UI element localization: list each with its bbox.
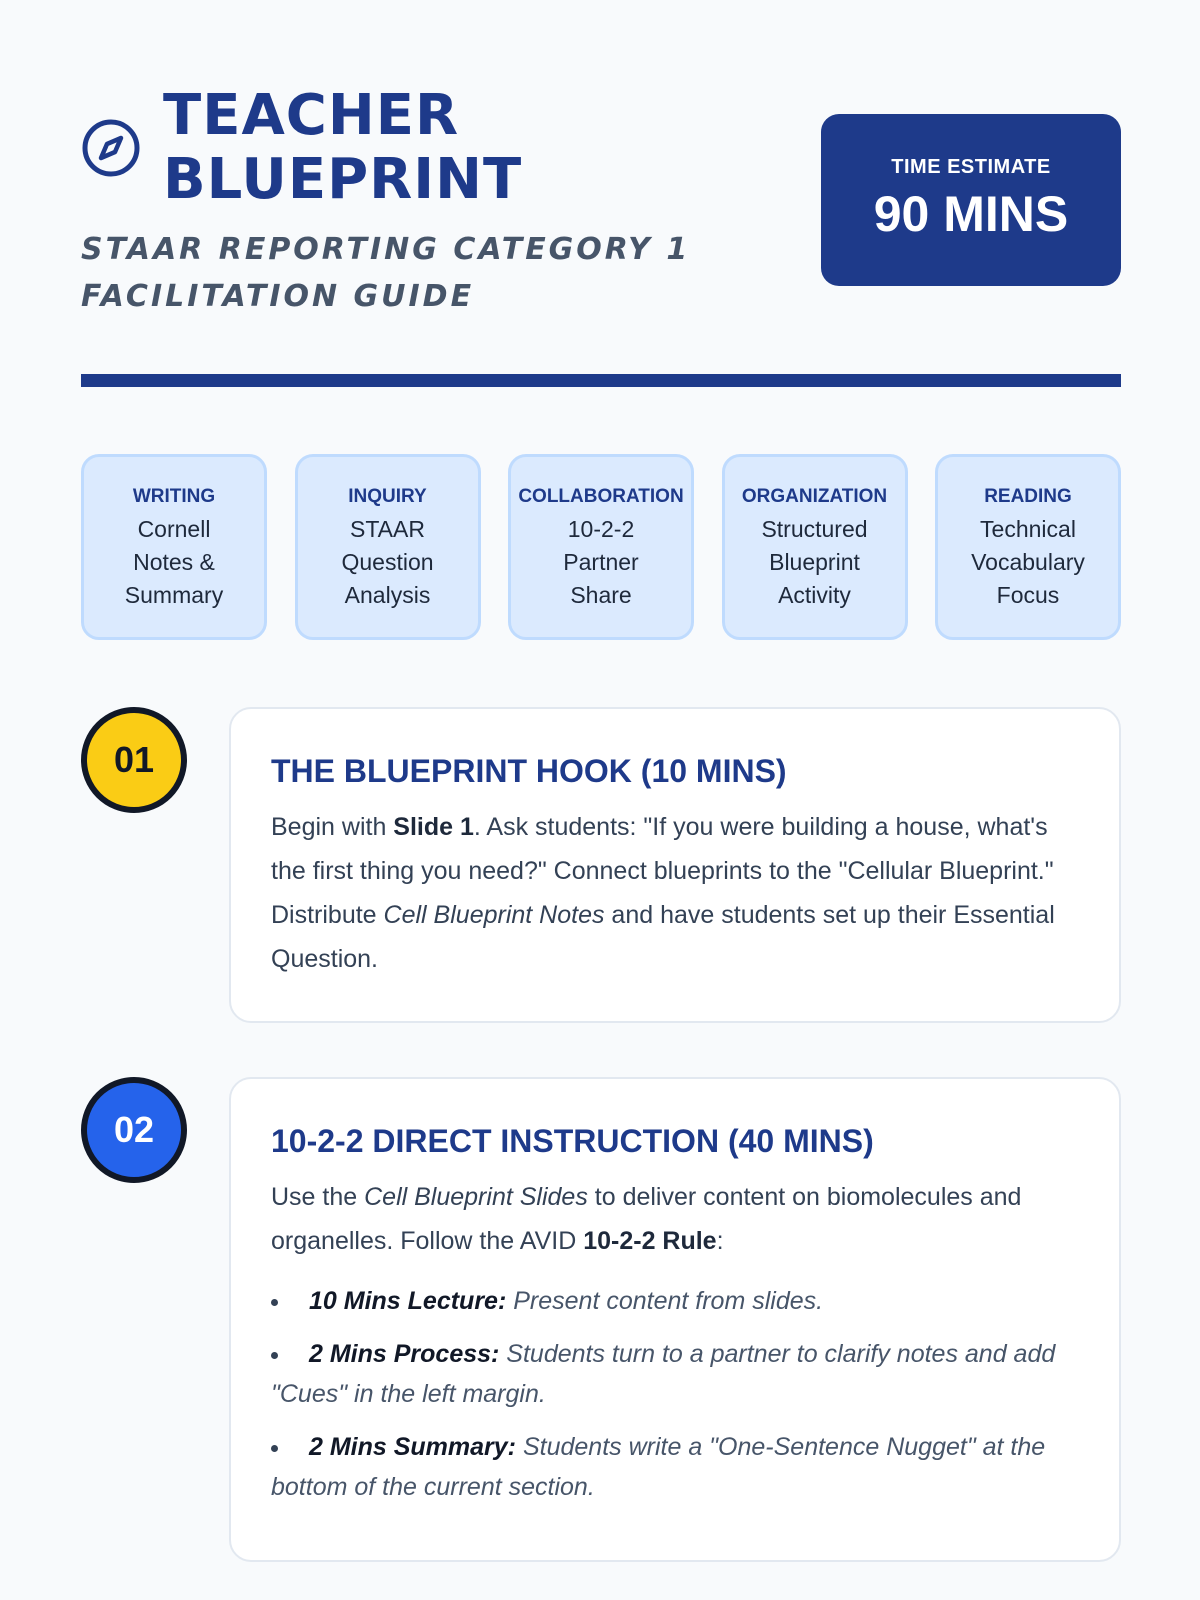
header: [81, 84, 1121, 324]
text-italic: Cell Blueprint Slides: [364, 1183, 588, 1211]
strategy-text: STAAR Question Analysis: [341, 516, 434, 608]
text-run: Begin with: [271, 813, 394, 841]
strategy-text: Cornell Notes & Summary: [124, 516, 224, 608]
strategy-chip-inquiry: [295, 454, 481, 640]
bullet-text: Students turn to a partner to clarify notes and add "Cues" in the left margin.: [271, 1340, 1056, 1408]
strategy-category: WRITING: [132, 486, 216, 507]
step-bullet-list: [271, 1281, 1079, 1507]
strategy-category: READING: [984, 486, 1072, 507]
step-card: [229, 1077, 1121, 1562]
bullet-label: 10 Mins Lecture:: [309, 1287, 507, 1315]
strategy-text: Structured Blueprint Activity: [761, 516, 868, 608]
strategy-chip-organization: [722, 454, 908, 640]
strategy-chips: [81, 454, 1121, 640]
text-run: . Ask students: "If you were building a house, what's the first thing you need?" Connect blueprints to the "Cellular Blueprint." Distribute: [271, 813, 1054, 929]
strategy-text: Technical Vocabulary Focus: [971, 516, 1085, 608]
text-bold: 10-2-2 Rule: [583, 1227, 717, 1255]
time-estimate-badge: [821, 114, 1121, 286]
step-card: [229, 707, 1121, 1023]
step-number-badge: 01: [81, 707, 187, 813]
page-title: TEACHER BLUEPRINT: [163, 83, 523, 212]
strategy-text: 10-2-2 Partner Share: [563, 516, 639, 608]
step-title: 10-2-2 DIRECT INSTRUCTION (40 MINS): [271, 1123, 874, 1159]
list-item: [271, 1427, 1079, 1507]
strategy-category: INQUIRY: [348, 486, 427, 507]
bullet-text: Present content from slides.: [506, 1287, 824, 1315]
text-bold: Slide 1: [393, 813, 474, 841]
text-run: :: [716, 1227, 724, 1255]
text-run: Use the: [271, 1183, 365, 1211]
step-number-badge: 02: [81, 1077, 187, 1183]
step-title: THE BLUEPRINT HOOK (10 MINS): [271, 753, 787, 789]
strategy-chip-collaboration: [508, 454, 694, 640]
time-estimate-value: 90 MINS: [873, 186, 1069, 242]
step-description: [271, 805, 1079, 981]
compass-icon: [81, 118, 141, 178]
strategy-chip-reading: [935, 454, 1121, 640]
step-description: [271, 1175, 1079, 1263]
bullet-text: Students write a "One-Sentence Nugget" at the bottom of the current section.: [271, 1433, 1046, 1501]
time-estimate-label: TIME ESTIMATE: [891, 156, 1051, 178]
bullet-label: 2 Mins Process:: [309, 1340, 500, 1368]
bullet-label: 2 Mins Summary:: [309, 1433, 517, 1461]
text-italic: Cell Blueprint Notes: [383, 901, 605, 929]
strategy-category: COLLABORATION: [518, 486, 684, 507]
page-subtitle: STAAR REPORTING CATEGORY 1 FACILITATION GUIDE: [81, 232, 691, 314]
strategy-category: ORGANIZATION: [741, 486, 888, 507]
text-run: and have students set up their Essential Question.: [271, 901, 1055, 973]
header-divider: [81, 374, 1121, 387]
list-item: [271, 1334, 1079, 1414]
strategy-chip-writing: [81, 454, 267, 640]
list-item: [271, 1281, 1079, 1321]
text-run: to deliver content on biomolecules and organelles. Follow the AVID: [271, 1183, 1022, 1255]
